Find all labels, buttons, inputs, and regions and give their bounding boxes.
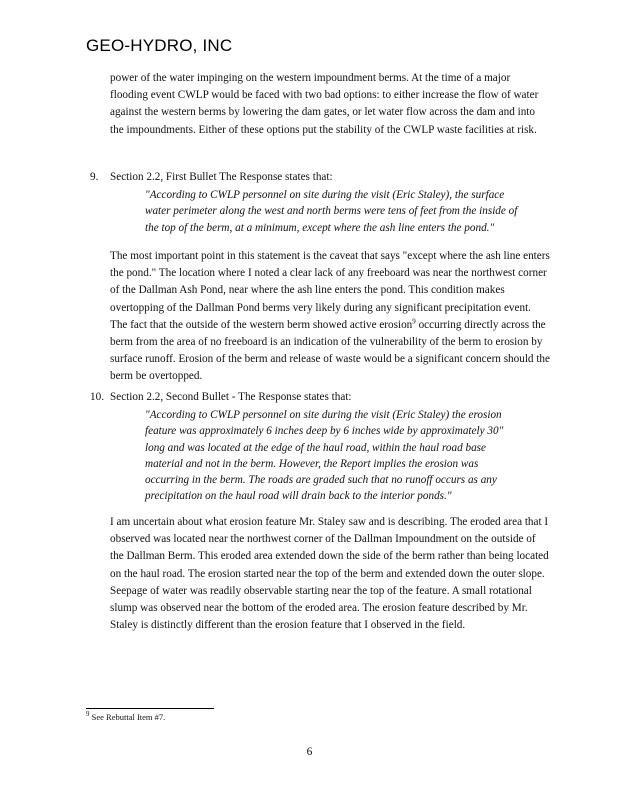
item-9-quote: "According to CWLP personnel on site during the visit (Eric Staley), the surface water perimeter along the west and north berms were tens of feet from the inside of the top of the berm, at a minimum, except where the ash line enters the pond.": [145, 189, 518, 234]
item-9-body-part1: The most important point in this statement is the caveat that says "except where the ash line enters the pond." The location where I noted a clear lack of any freeboard was near the northwest corner of the Dallman Ash Pond, near where the ash line enters the pond. This condition makes overtopping of the Dallman Pond berms very likely during any significant precipitation event. The fact that the outside of the western berm showed active erosion: [110, 250, 550, 331]
footnote-marker: 9: [86, 710, 90, 719]
footnote-text: See Rebuttal Item #7.: [89, 712, 166, 722]
intro-paragraph: power of the water impinging on the western impoundment berms. At the time of a major flooding event CWLP would be faced with two bad options: to either increase the flow of water against the western berms by lowering the dam gates, or let water flow across the dam and into the impoundments. Either of these options put the stability of the CWLP waste facilities at risk.: [110, 72, 539, 136]
item-9-heading-text: Section 2.2, First Bullet The Response states that:: [110, 171, 333, 183]
item-9-heading: [90, 169, 333, 186]
item-9-body: [110, 248, 550, 386]
item-10-number: 10.: [90, 391, 104, 403]
item-9-body-part2: occurring directly across the berm from the area of no freeboard is an indication of the vulnerability of the berm to erosion by surface runoff. Erosion of the berm and release of waste would be a significant concern should the berm be overtopped.: [110, 318, 550, 383]
company-header: GEO-HYDRO, INC: [86, 36, 233, 55]
item-10-heading-text: Section 2.2, Second Bullet - The Response states that:: [110, 391, 352, 403]
item-10-quote: "According to CWLP personnel on site during the visit (Eric Staley) the erosion feature was approximately 6 inches deep by 6 inches wide by approximately 30" long and was located at the edge of the haul road, within the haul road base material and not in the berm. However, the Report implies the erosion was occurring in the berm. The roads are graded such that no runoff occurs as any precipitation on the haul road will drain back to the interior ponds.": [145, 409, 504, 503]
item-10-heading: [90, 389, 352, 406]
footnote: [86, 712, 165, 723]
item-10-body: I am uncertain about what erosion feature Mr. Staley saw and is describing. The eroded area that I observed was located near the northwest corner of the Dallman Impoundment on the outside of the Dallman Berm. This eroded area extended down the side of the berm rather than being located on the haul road. The erosion started near the top of the berm and extended down the outer slope. Seepage of water was readily observable starting near the top of the feature. A small rotational slump was observed near the bottom of the eroded area. The erosion feature described by Mr. Staley is distinctly different than the erosion feature that I observed in the field.: [110, 516, 549, 632]
item-9-number: 9.: [90, 171, 99, 183]
page-number: 6: [306, 746, 313, 758]
footnote-divider: [86, 708, 214, 709]
footnote-reference: 9: [412, 317, 416, 326]
